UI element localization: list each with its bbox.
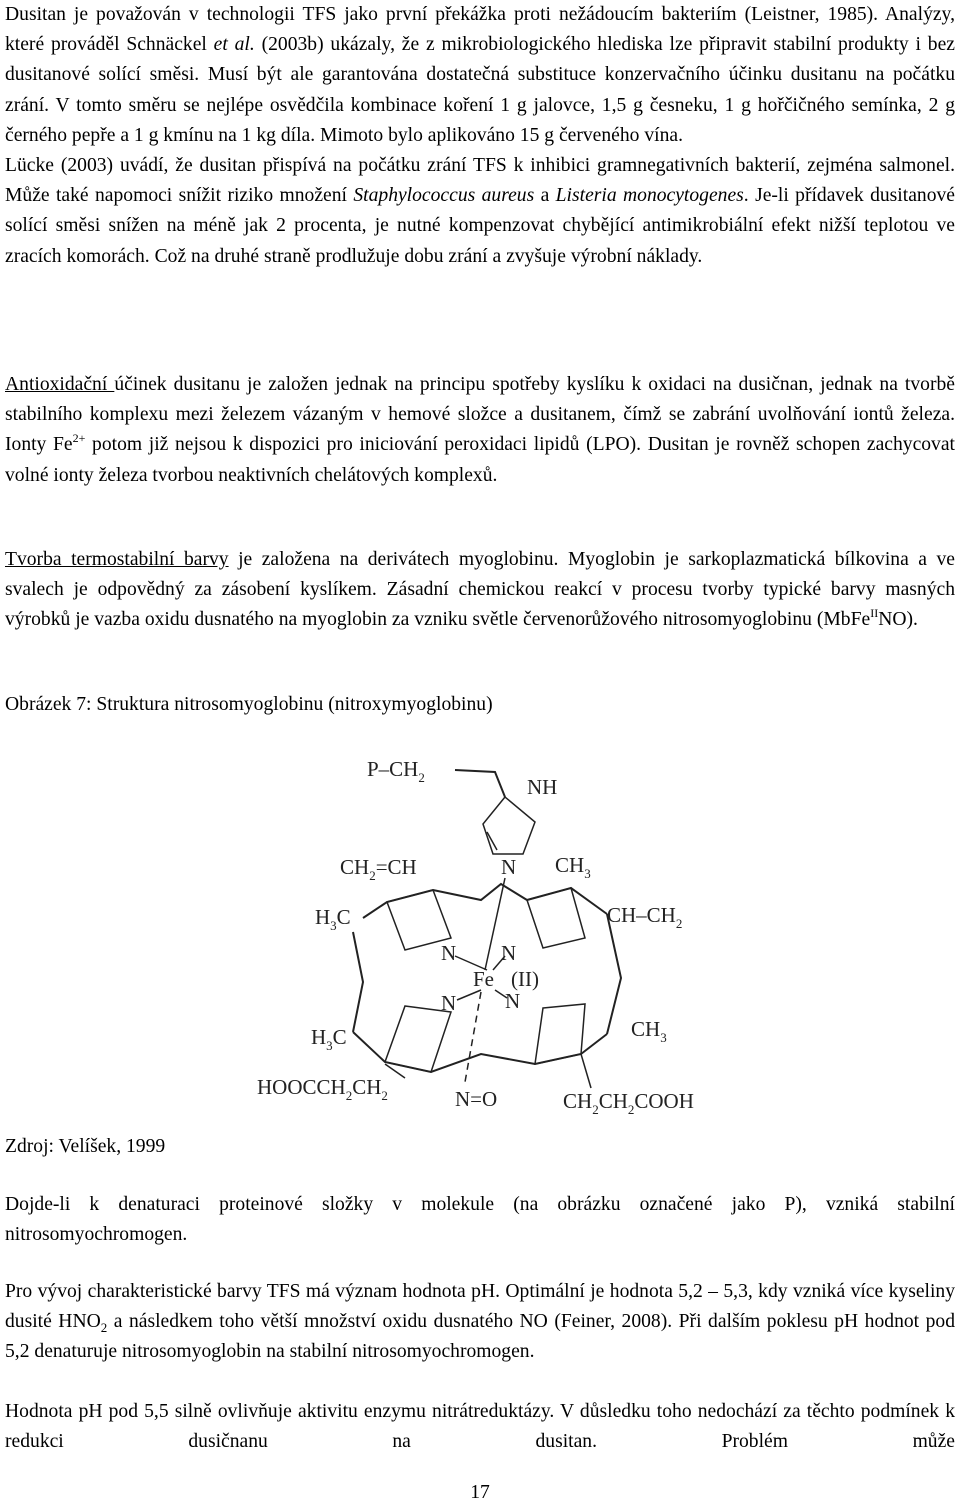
p2-superscript: 2+ [72,431,86,446]
label-no: N=O [455,1087,498,1111]
bond-ch2-ring [455,770,505,797]
label-fe-oxidation: (II) [511,967,539,991]
paragraph-nitratreduktaza: Hodnota pH pod 5,5 silně ovlivňuje aktivitu enzymu nitrátreduktázy. V důsledku toho nedochází za těchto podmínek k redukci dusičnanu na dusitan. Problém může [5,1401,955,1453]
bond-fe-n3 [457,990,481,1000]
p1-staphylococcus: Staphylococcus aureus [353,185,535,207]
label-propionate-right: $CH_2CH_2COOH$ [563,1089,694,1117]
p3-underlined-term: Tvorba termostabilní barvy [5,549,229,570]
figure-source: Zdroj: Velíšek, 1999 [5,1136,166,1157]
p1-etal: et al. [213,34,255,56]
p2-text: účinek dusitanu je založen jednak na principu spotřeby kyslíku k oxidaci na dusičnan, jednak na tvorbě stabilního komplexu mezi železem vázaným v hemové složce a dusitanem, čímž se zabrání uvolňování iontů železa. Ionty Fe [5,374,955,456]
porphyrin-top-edge [363,884,607,918]
p5-subscript: 2 [100,1320,108,1336]
porphyrin-bottom-edge [353,1032,607,1072]
imidazole-ring [483,797,535,854]
paragraph-antioxidacni [5,370,955,491]
bond-fe-n1 [455,956,487,970]
label-pyrrole-n3: N [441,991,457,1015]
paragraph-barva [5,545,955,636]
paragraph-denaturace: Dojde-li k denaturaci proteinové složky v molekule (na obrázku označené jako P), vzniká stabilní nitrosomyochromogen. [5,1194,955,1246]
p1-text: Dusitan je považován v technologii TFS jako první překážka proti nežádoucím bakteriím (Leistner, 1985). Analýzy, které prováděl Schnäckel [5,4,955,56]
label-pyrrole-n1: N [441,941,457,965]
label-pyrrole-n4: N [505,989,521,1013]
p5-text: Pro vývoj charakteristické barvy TFS má význam hodnota pH. Optimální je hodnota 5,2 – 5,3, kdy vzniká více kyseliny dusité HNO [5,1281,955,1333]
nitrosomyoglobin-structure-figure [255,742,715,1122]
label-fe: Fe [473,967,494,991]
pyrrole-ring-b [527,888,585,948]
label-pyrrole-n2: N [501,941,517,965]
bond-fe-no [465,992,481,1082]
p2-text: potom již nejsou k dispozici pro iniciování peroxidaci lipidů (LPO). Dusitan je rovněž schopen zachycovat volné ionty železa tvorbou neaktivních chelátových komplexů. [5,434,955,486]
page-number: 17 [470,1482,490,1503]
label-h3c-top: $H_3C$ [315,905,351,933]
figure-caption: Obrázek 7: Struktura nitrosomyoglobinu (nitroxymyoglobinu) [5,694,493,715]
label-imidazole-n: N [501,855,517,879]
label-p-ch2: $P-CH_2$ [367,757,425,785]
label-propionate-left: $HOOCCH_2CH_2$ [257,1075,388,1103]
label-nh: NH [527,775,558,799]
p3-superscript: II [870,606,879,621]
label-ch3-top: $CH_3$ [555,853,591,881]
label-vinyl-left: $CH_2=CH$ [340,855,417,883]
p1-text: . Je-li přídavek dusitanové solící směsi snížen na méně jak 2 procenta, je nutné kompenzovat chybějící antimikrobiální efekt nižší teplotou ve zracích komorách. Což na druhé straně prodlužuje dobu zrání a zvyšuje výrobní náklady. [5,185,955,267]
porphyrin-left-edge [353,932,363,1032]
p1-text: Lücke (2003) uvádí, že dusitan přispívá na počátku zrání TFS k inhibici gramnegativních bakterií, zejména salmonel. Může také napomoci snížit riziko množení [5,155,955,207]
p5-text: a následkem toho větší množství oxidu dusnatého NO (Feiner, 2008). Při dalším poklesu pH hodnot pod 5,2 denaturuje nitrosomyoglobin na stabilní nitrosomyochromogen. [5,1311,955,1363]
paragraph-dusitan-bariera [5,0,955,272]
p2-underlined-term: Antioxidační [5,374,115,395]
porphyrin-right-edge [607,914,621,1034]
p3-text: je založena na derivátech myoglobinu. Myoglobin je sarkoplazmatická bílkovina a ve svalech je odpovědný za zásobení kyslíkem. Zásadní chemickou reakcí v procesu tvorby typické barvy masných výrobků je vazba oxidu dusnatého na myoglobin za vzniku světle červenorůžového nitrosomyoglobinu (MbFe [5,549,955,631]
pyrrole-ring-d [535,1004,585,1064]
p1-listeria: Listeria monocytogenes [555,185,744,207]
paragraph-ph [5,1277,955,1368]
p1-text: a [534,185,556,207]
p1-text: (2003b) ukázaly, že z mikrobiologického hlediska lze připravit stabilní produkty i bez dusitanové solící směsi. Musí být ale garantována dostatečná substituce konzervačního účinku dusitanu na počátku zrání. V tomto směru se nejlépe osvědčila kombinace koření 1 g jalovce, 1,5 g česneku, 1 g hořčičného semínka, 2 g černého pepře a 1 g kmínu na 1 kg díla. Mimoto bylo aplikováno 15 g červeného vína. [5,34,955,146]
label-ch3-right: $CH_3$ [631,1017,667,1045]
p3-text: NO). [878,609,918,631]
label-vinyl-right: $CH-CH_2$ [607,903,683,931]
bond-propionate-right [581,1054,591,1088]
label-h3c-bottom: $H_3C$ [311,1025,347,1053]
pyrrole-ring-c [385,1006,451,1072]
